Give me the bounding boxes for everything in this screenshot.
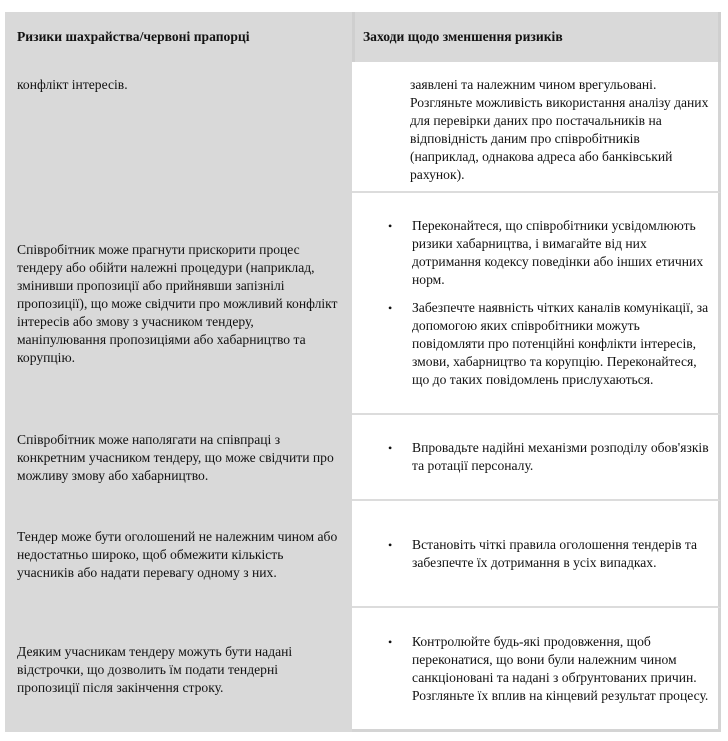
mitigation-list xyxy=(352,536,718,572)
bullet-icon: • xyxy=(388,301,393,315)
mitigation-text: Контролюйте будь-які продовження, щоб переконатися, що вони були належним чином санкціоновані та надані з обґрунтованих причин. Розгляньте їх вплив на кінцевий результат процесу. xyxy=(412,633,709,703)
mitigation-item xyxy=(352,633,718,705)
mitigation-item xyxy=(352,439,718,475)
mitigation-text: Встановіть чіткі правила оголошення тендерів та забезпечте їх дотримання в усіх випадках. xyxy=(412,536,698,570)
mitigation-item xyxy=(352,536,718,572)
mitigation-text: Переконайтеся, що співробітники усвідомлюють ризики хабарництва, і вимагайте від них дотримання кодексу поведінки або інших етичних норм. xyxy=(412,218,704,287)
mitigation-text: Впровадьте надійні механізми розподілу обов'язків та ротації персоналу. xyxy=(412,440,709,473)
mitigation-item xyxy=(352,299,718,389)
mitigation-cell xyxy=(352,193,721,415)
table-row xyxy=(5,415,721,501)
mitigation-cell xyxy=(352,501,721,608)
table-header-row xyxy=(5,12,721,62)
table-row xyxy=(5,193,721,415)
bullet-icon: • xyxy=(388,537,393,552)
mitigation-item xyxy=(352,217,718,289)
risk-cell: Деяким учасникам тендеру можуть бути надані відстрочки, що дозволить їм подати тендерні пропозиції після закінчення строку. xyxy=(5,608,352,732)
risk-cell: конфлікт інтересів. xyxy=(5,62,352,193)
mitigation-text: Забезпечте наявність чітких каналів комунікації, за допомогою яких співробітники можуть повідомляти про потенційні конфлікти інтересів, змови, хабарництво та корупцію. Переконайтеся, що до таких повідомлень прислухаються. xyxy=(412,300,709,387)
bullet-icon: • xyxy=(388,634,393,649)
risk-cell: Співробітник може наполягати на співпраці з конкретним учасником тендеру, що може свідчити про можливу змову або хабарництво. xyxy=(5,415,352,501)
table-row xyxy=(5,62,721,193)
mitigation-cell: заявлені та належним чином врегульовані. Розгляньте можливість використання аналізу даних для перевірки даних про постачальників на відповідність даним про співробітників (наприклад, однакова адреса або банківський рахунок). xyxy=(352,62,721,193)
mitigation-cell xyxy=(352,608,721,732)
risk-cell: Тендер може бути оголошений не належним чином або недостатньо широко, щоб обмежити кількість учасників або надати перевагу одному з них. xyxy=(5,501,352,608)
bullet-icon: • xyxy=(388,219,393,233)
table-row xyxy=(5,501,721,608)
mitigation-list xyxy=(352,217,718,389)
bullet-icon: • xyxy=(388,441,393,455)
table-row xyxy=(5,608,721,732)
mitigation-cell xyxy=(352,415,721,501)
header-mitigations: Заходи щодо зменшення ризиків xyxy=(352,12,721,62)
mitigation-list xyxy=(352,439,718,475)
risk-cell: Співробітник може прагнути прискорити процес тендеру або обійти належні процедури (наприклад, змінивши пропозиції або прийнявши запізнілі пропозиції), що може свідчити про можливий конфлікт інтересів або змову з учасником тендеру, маніпулювання пропозиціями або хабарництво та корупцію. xyxy=(5,193,352,415)
header-risks: Ризики шахрайства/червоні прапорці xyxy=(5,12,352,62)
risk-mitigation-table xyxy=(5,12,721,732)
mitigation-list xyxy=(352,633,718,705)
